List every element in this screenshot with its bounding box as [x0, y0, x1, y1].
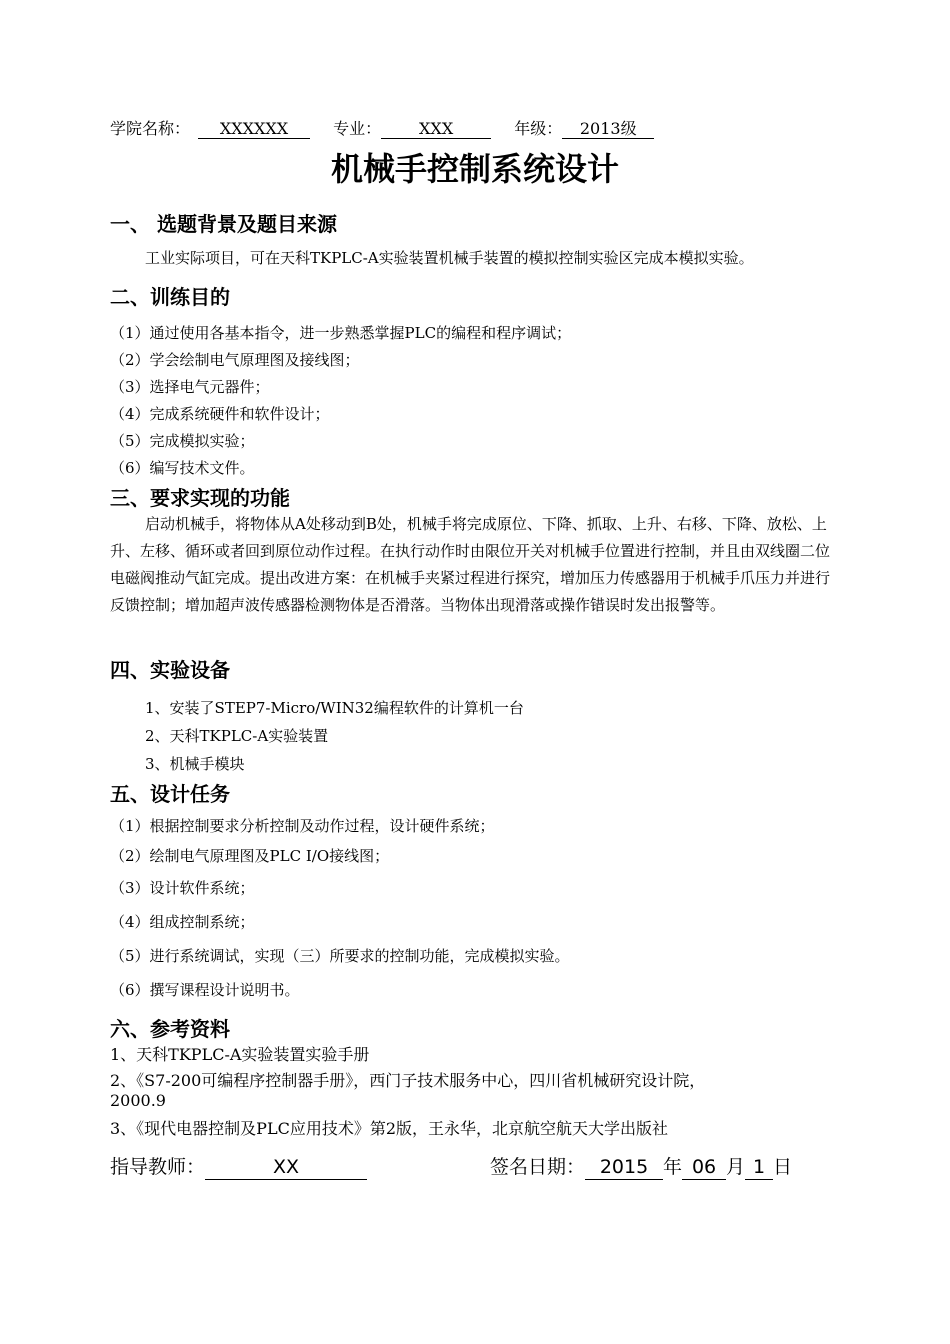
major-label: 专业：	[333, 119, 382, 138]
section-3-paragraph: 启动机械手，将物体从A处移动到B处，机械手将完成原位、下降、抓取、上升、右移、下降、放松、上升、左移、循环或者回到原位动作过程。在执行动作时由限位开关对机械手位置进行控制，并且由双线圈二位电磁阀推动气缸完成。提出改进方案：在机械手夹紧过程进行探究，增加压力传感器用于机械手爪压力并进行反馈控制；增加超声波传感器检测物体是否滑落。当物体出现滑落或操作错误时发出报警等。	[110, 515, 831, 614]
list-item: （5）完成模拟实验；	[110, 432, 255, 450]
section-2-heading: 二、训练目的	[110, 285, 230, 309]
header-info-line	[110, 116, 654, 139]
section-6-heading: 六、参考资料	[110, 1017, 230, 1041]
list-item: （6）撰写课程设计说明书。	[110, 981, 300, 999]
day-unit: 日	[773, 1156, 793, 1178]
page-title: 机械手控制系统设计	[330, 150, 619, 188]
college-label: 学院名称：	[110, 119, 191, 138]
list-item: （5）进行系统调试，实现（三）所要求的控制功能，完成模拟实验。	[110, 947, 570, 965]
list-item: （4）完成系统硬件和软件设计；	[110, 405, 330, 423]
section-5-heading: 五、设计任务	[110, 782, 230, 806]
list-item: （2）学会绘制电气原理图及接线图；	[110, 351, 360, 369]
major-value: XXX	[381, 120, 491, 139]
year-unit: 年	[663, 1156, 683, 1178]
list-item: （1）通过使用各基本指令，进一步熟悉掌握PLC的编程和程序调试；	[110, 324, 572, 342]
list-item: （6）编写技术文件。	[110, 459, 255, 477]
date-month: 06	[682, 1155, 726, 1180]
section-4-heading: 四、实验设备	[110, 658, 230, 682]
reference-item: 2000.9	[110, 1091, 166, 1110]
section-1-text: 工业实际项目，可在天科TKPLC-A实验装置机械手装置的模拟控制实验区完成本模拟实验。	[145, 249, 754, 267]
list-item: （3）设计软件系统；	[110, 879, 255, 897]
date-day: 1	[745, 1155, 773, 1180]
list-item: （3）选择电气元器件；	[110, 378, 270, 396]
section-3-heading: 三、要求实现的功能	[110, 486, 290, 510]
reference-item: 3、《现代电器控制及PLC应用技术》第2版，王永华，北京航空航天大学出版社	[110, 1119, 668, 1138]
month-unit: 月	[726, 1156, 746, 1178]
list-item: （2）绘制电气原理图及PLC I/O接线图；	[110, 847, 390, 865]
date-label: 签名日期：	[490, 1156, 586, 1178]
footer-teacher	[110, 1152, 367, 1180]
teacher-value: XX	[205, 1155, 367, 1180]
college-value: XXXXXX	[198, 120, 310, 139]
teacher-label: 指导教师：	[110, 1156, 206, 1178]
list-item: （4）组成控制系统；	[110, 913, 255, 931]
list-item: （1）根据控制要求分析控制及动作过程，设计硬件系统；	[110, 817, 495, 835]
grade-value: 2013级	[562, 120, 654, 139]
grade-label: 年级：	[514, 119, 563, 138]
list-item: 2、天科TKPLC-A实验装置	[145, 727, 329, 745]
section-1-heading: 一、 选题背景及题目来源	[110, 212, 337, 236]
reference-item: 1、天科TKPLC-A实验装置实验手册	[110, 1045, 370, 1064]
reference-item: 2、《S7-200可编程序控制器手册》，西门子技术服务中心，四川省机械研究设计院，	[110, 1071, 706, 1090]
list-item: 1、安装了STEP7-Micro/WIN32编程软件的计算机一台	[145, 699, 524, 717]
footer-signature-date	[490, 1152, 792, 1180]
date-year: 2015	[585, 1155, 663, 1180]
list-item: 3、机械手模块	[145, 755, 245, 773]
